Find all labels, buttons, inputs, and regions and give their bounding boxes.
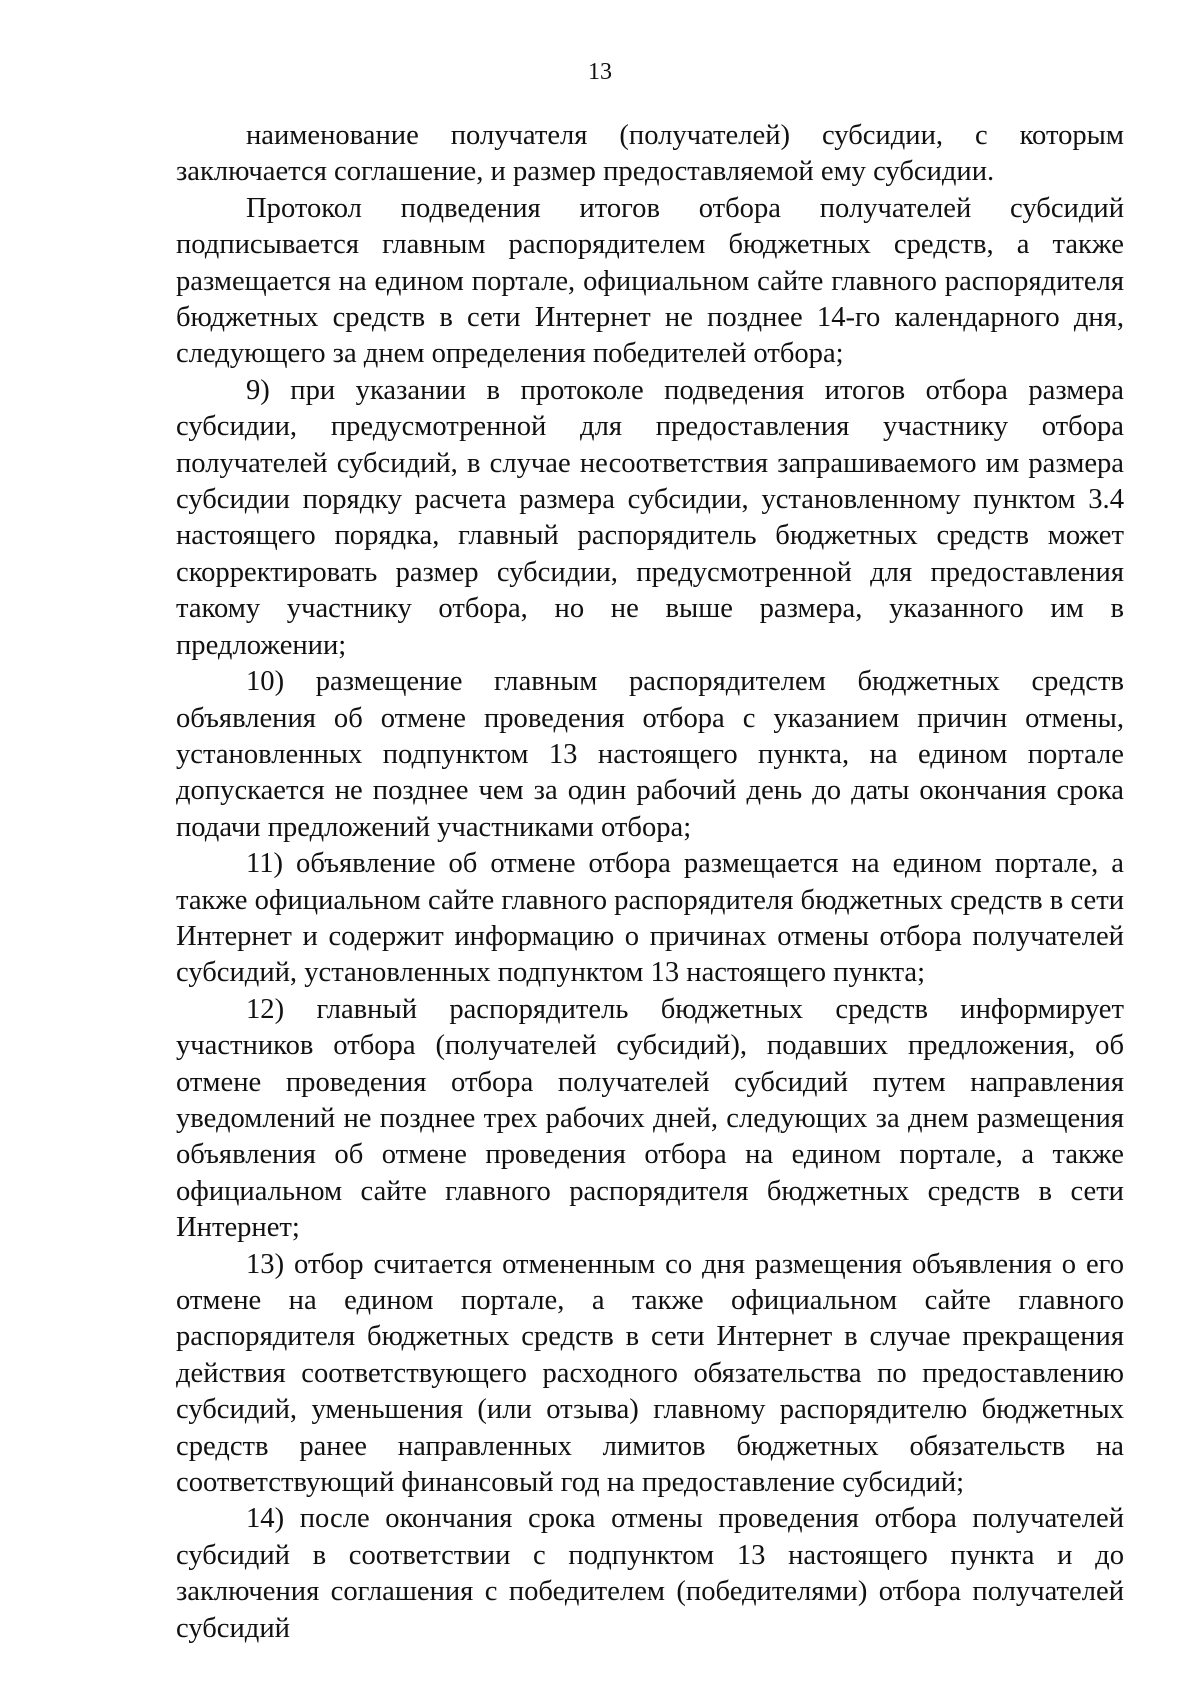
paragraph-item-13: 13) отбор считается отмененным со дня размещения объявления о его отмене на едином портале, а также официальном сайте главного распорядителя бюджетных средств в сети Интернет в случае прекращения действия соответствующего расходного обязательства по предоставлению субсидий, уменьшения (или отзыва) главному распорядителю бюджетных средств ранее направленных лимитов бюджетных обязательств на соответствующий финансовый год на предоставление субсидий; <box>176 1248 1124 1499</box>
paragraph-item-11: 11) объявление об отмене отбора размещается на едином портале, а также официальном сайте главного распорядителя бюджетных средств в сети Интернет и содержит информацию о причинах отмены отбора получателей субсидий, установленных подпунктом 13 настоящего пункта; <box>176 848 1124 989</box>
paragraph-continuation: наименование получателя (получателей) субсидии, с которым заключается соглашение, и размер предоставляемой ему субсидии. <box>176 120 1124 188</box>
paragraph-item-12: 12) главный распорядитель бюджетных средств информирует участников отбора (получателей субсидий), подавших предложения, об отмене проведения отбора получателей субсидий путем направления уведомлений не позднее трех рабочих дней, следующих за днем размещения объявления об отмене проведения отбора на едином портале, а также официальном сайте главного распорядителя бюджетных средств в сети Интернет; <box>176 993 1124 1244</box>
page-number: 13 <box>588 59 612 85</box>
document-body <box>176 118 1124 1647</box>
paragraph-protocol: Протокол подведения итогов отбора получателей субсидий подписывается главным распорядителем бюджетных средств, а также размещается на едином портале, официальном сайте главного распорядителя бюджетных средств в сети Интернет не позднее 14-го календарного дня, следующего за днем определения победителей отбора; <box>176 192 1124 370</box>
paragraph-item-14: 14) после окончания срока отмены проведения отбора получателей субсидий в соответствии с подпунктом 13 настоящего пункта и до заключения соглашения с победителем (победителями) отбора получателей субсидий <box>176 1503 1124 1644</box>
paragraph-item-10: 10) размещение главным распорядителем бюджетных средств объявления об отмене проведения отбора с указанием причин отмены, установленных подпунктом 13 настоящего пункта, на едином портале допускается не позднее чем за один рабочий день до даты окончания срока подачи предложений участниками отбора; <box>176 666 1124 843</box>
paragraph-item-9: 9) при указании в протоколе подведения итогов отбора размера субсидии, предусмотренной для предоставления участнику отбора получателей субсидий, в случае несоответствия запрашиваемого им размера субсидии порядку расчета размера субсидии, установленному пунктом 3.4 настоящего порядка, главный распорядитель бюджетных средств может скорректировать размер субсидии, предусмотренной для предоставления такому участнику отбора, но не выше размера, указанного им в предложении; <box>176 374 1124 661</box>
